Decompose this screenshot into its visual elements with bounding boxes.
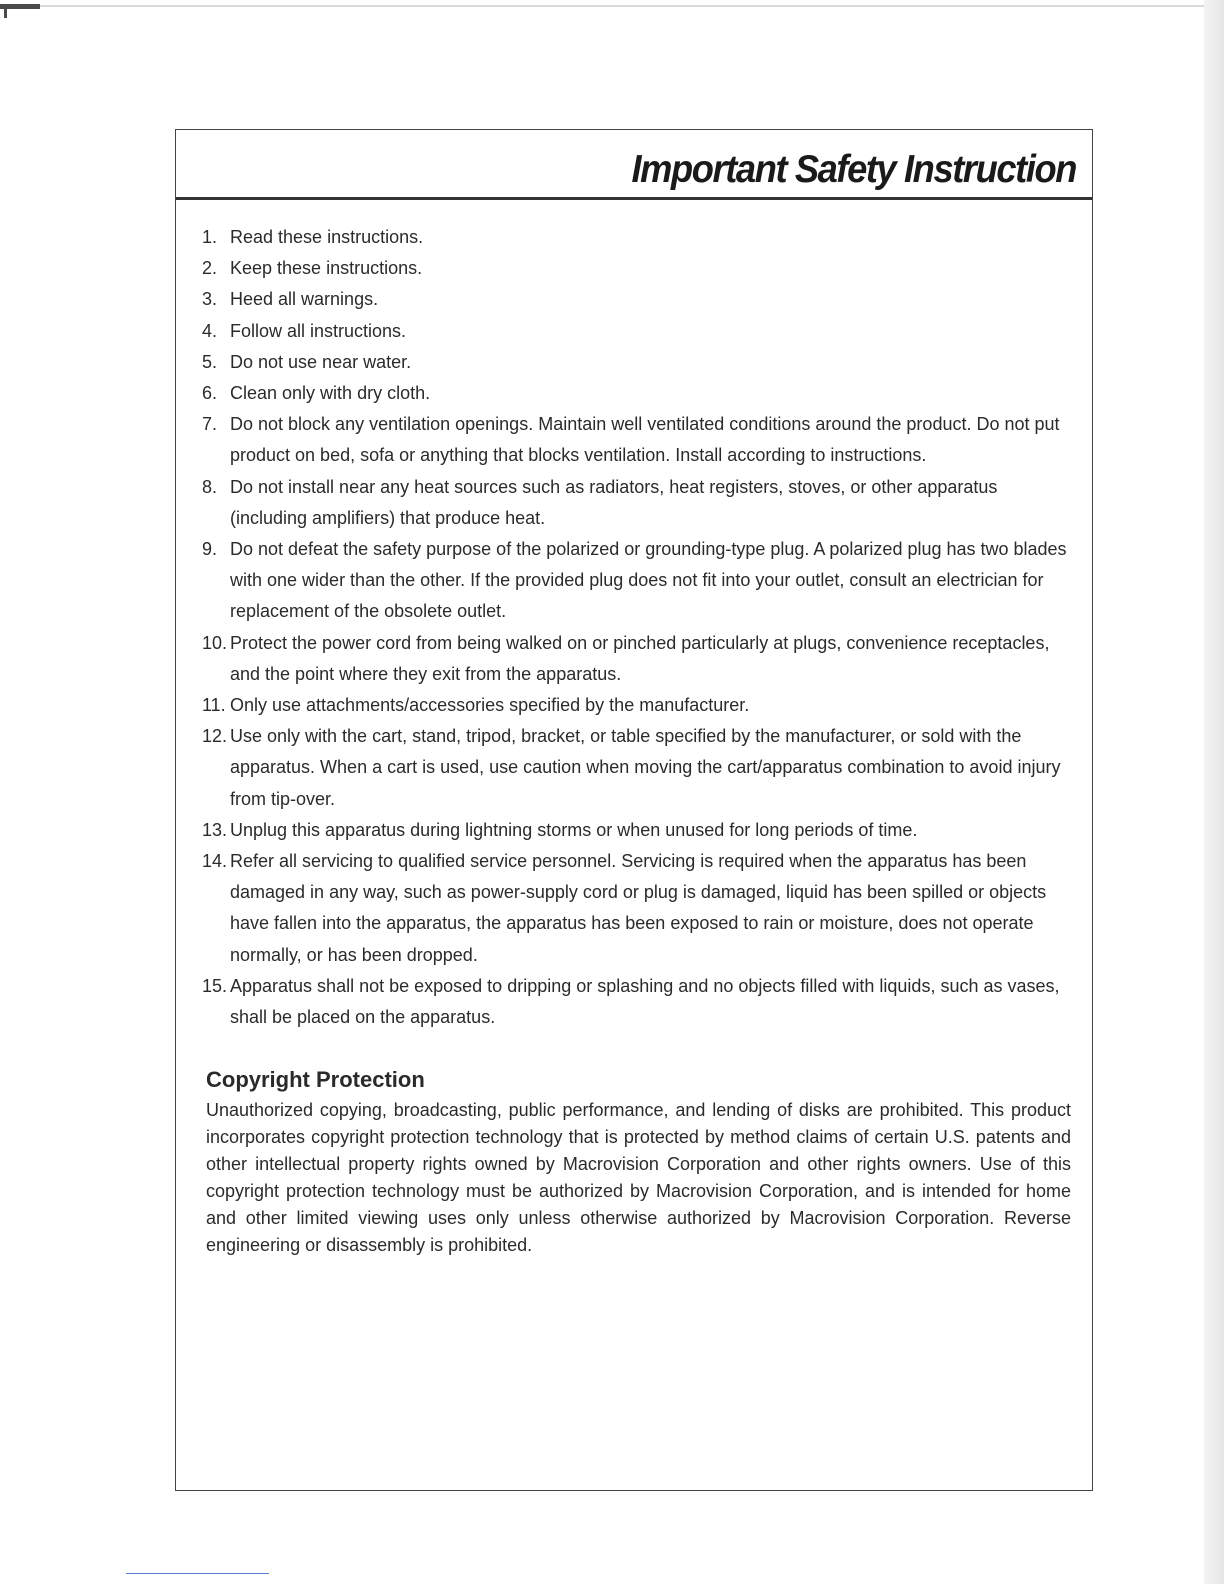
safety-instructions-list: [202, 222, 1074, 1033]
instruction-number: 3.: [202, 289, 218, 310]
scan-corner-tick: [4, 4, 7, 18]
instruction-item: [202, 534, 1074, 628]
instruction-text: Clean only with dry cloth.: [230, 383, 431, 404]
instruction-number: 4.: [202, 320, 218, 341]
instruction-text: Follow all instructions.: [230, 320, 407, 341]
instruction-text: Do not block any ventilation openings. Maintain well ventilated conditions around the product. Do not put product on bed, sofa or anything that blocks ventilation. Install according to instructions.: [230, 414, 1060, 466]
instruction-item: [202, 628, 1074, 690]
instruction-number: 9.: [202, 539, 218, 560]
instruction-text: Apparatus shall not be exposed to dripping or splashing and no objects filled with liquids, such as vases, shall be placed on the apparatus.: [230, 975, 1060, 1028]
content-frame: [175, 129, 1093, 1491]
instruction-number: 6.: [202, 383, 218, 404]
instruction-number: 10.: [202, 632, 228, 653]
copyright-body: Unauthorized copying, broadcasting, public performance, and lending of disks are prohibited. This product incorporates copyright protection technology that is protected by method claims of certain U.S. patents and other intellectual property rights owned by Macrovision Corporation and other rights owners. Use of this copyright protection technology must be authorized by Macrovision Corporation, and is intended for home and other limited viewing uses only unless otherwise authorized by Macrovision Corporation. Reverse engineering or disassembly is prohibited.: [206, 1100, 1071, 1255]
instruction-text: Refer all servicing to qualified service personnel. Servicing is required when the apparatus has been damaged in any way, such as power-supply cord or plug is damaged, liquid has been spilled or objects have fallen into the apparatus, the apparatus has been exposed to rain or moisture, does not operate normally, or has been dropped.: [230, 851, 1047, 965]
instruction-item: [202, 721, 1074, 815]
instruction-number: 1.: [202, 227, 218, 247]
instruction-text: Use only with the cart, stand, tripod, bracket, or table specified by the manufacturer, or sold with the apparatus. When a cart is used, use caution when moving the cart/apparatus combination to avoid injury from tip-over.: [230, 726, 1061, 809]
instruction-number: 7.: [202, 414, 218, 435]
instruction-item: [202, 347, 1074, 378]
scan-right-edge: [1204, 0, 1224, 1584]
instruction-item: [202, 409, 1074, 471]
instruction-number: 11.: [202, 695, 226, 716]
instruction-item: [202, 253, 1074, 284]
instruction-item: [202, 222, 1074, 253]
copyright-heading: Copyright Protection: [206, 1067, 425, 1092]
instruction-item: [202, 846, 1074, 971]
instruction-text: Only use attachments/accessories specified by the manufacturer.: [230, 695, 750, 716]
copyright-section: [206, 1065, 1071, 1259]
page-title: Important Safety Instruction: [631, 148, 1076, 191]
instruction-number: 2.: [202, 258, 218, 279]
instruction-item: [202, 316, 1074, 347]
instruction-number: 13.: [202, 819, 228, 840]
instruction-text: Keep these instructions.: [230, 258, 423, 279]
instruction-text: Protect the power cord from being walked on or pinched particularly at plugs, convenience receptacles, and the point where they exit from the apparatus.: [230, 632, 1050, 684]
instruction-item: [202, 472, 1074, 534]
instruction-text: Unplug this apparatus during lightning storms or when unused for long periods of time.: [230, 819, 918, 840]
instruction-number: 8.: [202, 476, 218, 497]
scan-bottom-underline: [126, 1573, 269, 1574]
instruction-item: [202, 378, 1074, 409]
instruction-text: Do not install near any heat sources such as radiators, heat registers, stoves, or other apparatus (including amplifiers) that produce heat.: [230, 476, 998, 528]
instruction-text: Do not use near water.: [230, 351, 412, 372]
instruction-number: 14.: [202, 851, 228, 872]
instruction-number: 15.: [202, 975, 228, 996]
instruction-number: 12.: [202, 726, 228, 747]
instruction-item: [202, 284, 1074, 315]
instruction-number: 5.: [202, 351, 218, 372]
instruction-item: [202, 971, 1074, 1033]
instruction-text: Do not defeat the safety purpose of the polarized or grounding-type plug. A polarized plug has two blades with one wider than the other. If the provided plug does not fit into your outlet, consult an electrician for replacement of the obsolete outlet.: [230, 539, 1067, 622]
instruction-text: Read these instructions.: [230, 227, 424, 247]
scan-top-edge: [0, 5, 1224, 7]
instruction-item: [202, 815, 1074, 846]
instruction-text: Heed all warnings.: [230, 289, 379, 310]
page-header: [176, 130, 1092, 200]
instruction-item: [202, 690, 1074, 721]
